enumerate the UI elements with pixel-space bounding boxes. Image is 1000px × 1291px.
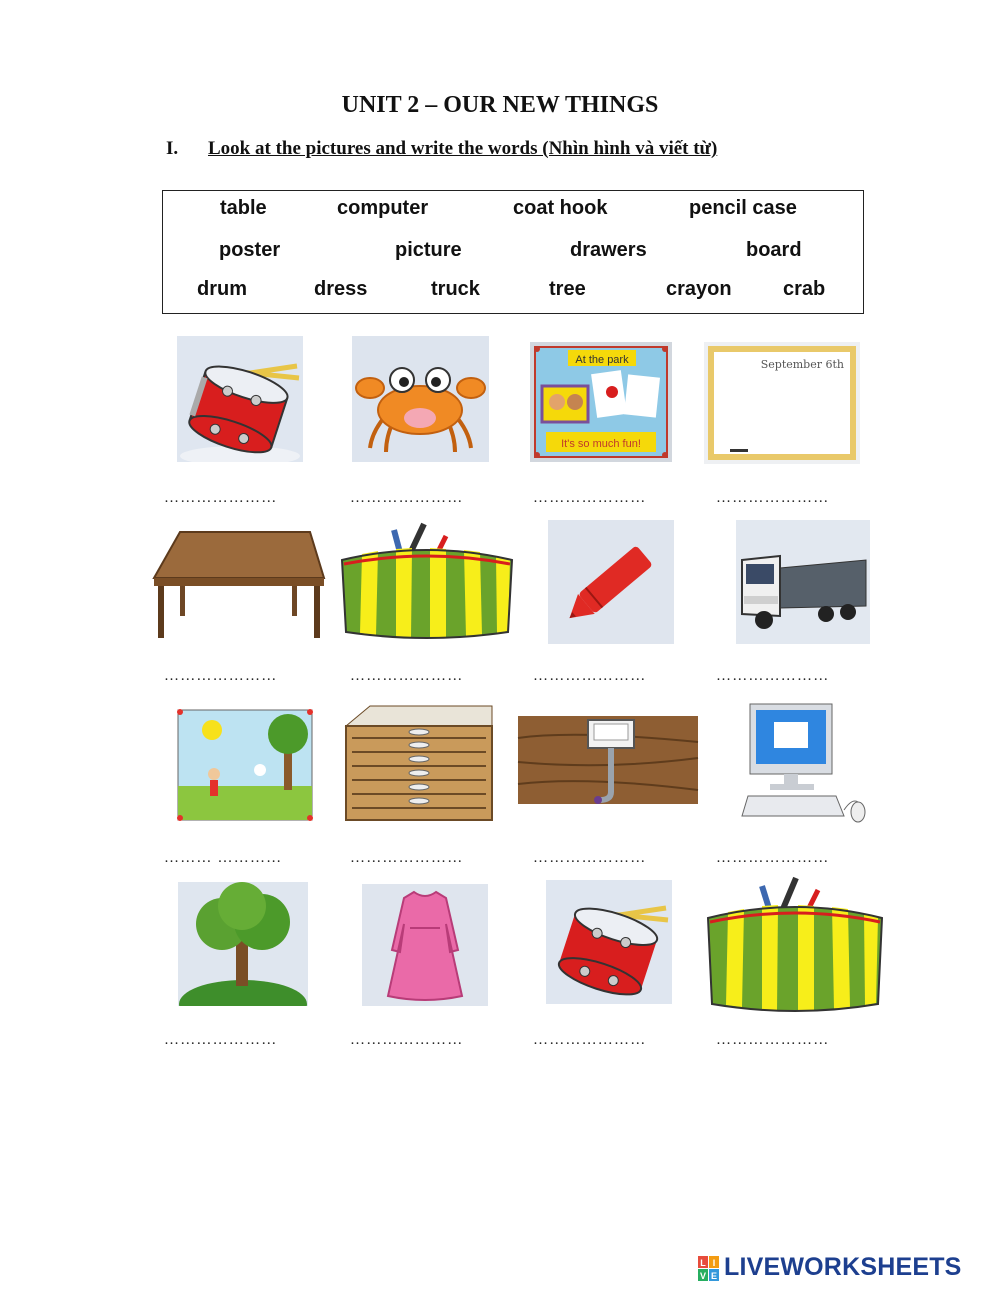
answer-line: …………………	[716, 490, 830, 506]
crayon-image	[548, 520, 674, 644]
drawers-image	[340, 704, 498, 822]
answer-line: …………………	[533, 668, 647, 684]
answer-line: …………………	[350, 850, 464, 866]
poster-subcaption: It's so much fun!	[561, 438, 641, 450]
logo-badge-icon	[698, 1256, 720, 1282]
answer-input-13[interactable]	[162, 1028, 328, 1050]
word-bank-item: coat hook	[513, 197, 608, 219]
answer-line: …………………	[716, 668, 830, 684]
page-title: UNIT 2 – OUR NEW THINGS	[341, 92, 659, 118]
answer-line: …………………	[164, 668, 278, 684]
section-number: I.	[166, 138, 179, 159]
section-instruction: Look at the pictures and write the words (Nhìn hình và viết từ)	[208, 138, 718, 159]
word-bank-item: table	[220, 197, 267, 219]
word-bank-item: tree	[549, 278, 586, 300]
word-bank-item: crab	[783, 278, 826, 300]
answer-line: …………………	[164, 1032, 278, 1048]
dress-image	[362, 884, 488, 1006]
answer-input-16[interactable]	[714, 1028, 880, 1050]
table-image	[150, 520, 328, 642]
answer-input-15[interactable]	[531, 1028, 697, 1050]
answer-input-4[interactable]	[714, 486, 880, 508]
pencil-case-image	[334, 520, 520, 644]
answer-line: …………………	[533, 490, 647, 506]
answer-line: …………………	[350, 1032, 464, 1048]
answer-input-3[interactable]	[531, 486, 697, 508]
answer-line: …………………	[164, 490, 278, 506]
answer-line: …………………	[533, 850, 647, 866]
word-bank-item: drum	[197, 278, 247, 300]
answer-line: …………………	[533, 1032, 647, 1048]
word-bank-item: drawers	[570, 239, 647, 261]
drum-image-2	[546, 880, 672, 1004]
answer-input-11[interactable]	[531, 846, 697, 868]
word-bank-item: truck	[431, 278, 480, 300]
answer-input-5[interactable]	[162, 664, 328, 686]
answer-line: …………………	[716, 850, 830, 866]
poster-caption: At the park	[575, 354, 629, 366]
svg-text:I: I	[712, 1258, 716, 1268]
crab-image	[352, 336, 489, 462]
poster-image	[530, 342, 672, 462]
answer-input-12[interactable]	[714, 846, 880, 868]
word-bank-item: poster	[219, 239, 281, 261]
answer-input-2[interactable]	[348, 486, 514, 508]
answer-input-10[interactable]	[348, 846, 514, 868]
word-bank-item: picture	[395, 239, 462, 261]
word-bank	[162, 190, 864, 314]
answer-line: ……… …………	[164, 850, 283, 866]
word-bank-item: dress	[314, 278, 368, 300]
answer-input-9[interactable]	[162, 846, 328, 868]
truck-image	[736, 520, 870, 644]
board-caption: September 6th	[760, 358, 844, 371]
tree-image	[178, 882, 308, 1006]
answer-input-7[interactable]	[531, 664, 697, 686]
picture-image	[174, 706, 316, 824]
answer-line: …………………	[716, 1032, 830, 1048]
answer-input-8[interactable]	[714, 664, 880, 686]
computer-image	[736, 700, 876, 824]
word-bank-item: crayon	[666, 278, 732, 300]
liveworksheets-logo	[698, 1254, 994, 1284]
answer-input-1[interactable]	[162, 486, 328, 508]
answer-input-6[interactable]	[348, 664, 514, 686]
svg-text:E: E	[710, 1271, 718, 1281]
pencil-case-image-2	[700, 872, 890, 1018]
word-bank-item: computer	[337, 197, 429, 219]
word-bank-item: board	[746, 239, 802, 261]
answer-input-14[interactable]	[348, 1028, 514, 1050]
drum-image	[177, 336, 303, 462]
board-image	[704, 342, 860, 464]
logo-text: LIVEWORKSHEETS	[724, 1253, 962, 1281]
answer-line: …………………	[350, 490, 464, 506]
svg-text:L: L	[700, 1258, 706, 1268]
svg-text:V: V	[699, 1271, 707, 1281]
coat-hook-image	[516, 712, 700, 808]
answer-line: …………………	[350, 668, 464, 684]
word-bank-item: pencil case	[689, 197, 797, 219]
